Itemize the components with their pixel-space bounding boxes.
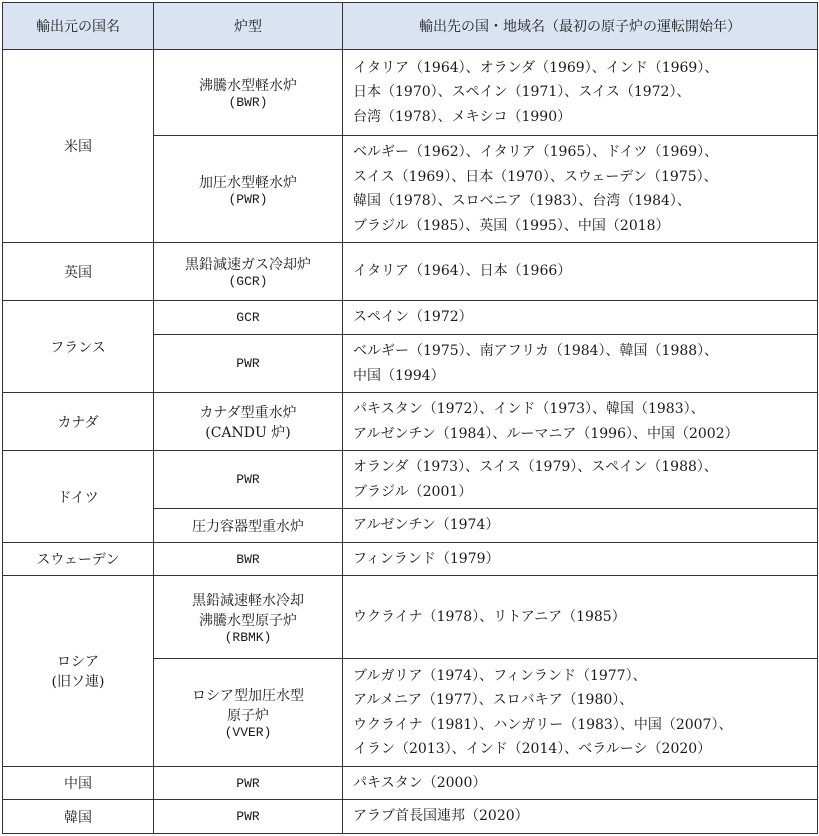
destinations-line: 韓国（1978）、スロベニア（1983）、台湾（1984）、 — [353, 193, 691, 209]
table-row — [3, 243, 818, 301]
destinations-line: ウクライナ（1978）、リトアニア（1985） — [353, 608, 626, 625]
exporter-cell — [3, 576, 154, 767]
destinations-cell — [343, 335, 818, 393]
exporter-name-note: (旧ソ連) — [51, 674, 105, 690]
destinations-cell — [343, 243, 818, 301]
reactor-type: ロシア型加圧水型 — [192, 688, 304, 704]
destinations-line: ブルガリア（1974）、フィンランド（1977）、 — [353, 667, 647, 684]
destinations-cell — [343, 543, 818, 576]
table-row — [3, 301, 818, 335]
exporter-cell — [3, 301, 154, 393]
destinations-line: アラブ首長国連邦（2020） — [353, 808, 529, 825]
destinations-cell — [343, 393, 818, 451]
reactor-type: 黒鉛減速軽水冷却 — [192, 592, 304, 609]
destinations-line: 日本（1970）、スペイン（1971）、スイス（1972）、 — [353, 84, 691, 101]
destinations-cell — [343, 451, 818, 509]
reactor-type-cell — [154, 767, 343, 800]
exporter-cell — [3, 543, 154, 576]
reactor-type-cell — [154, 136, 343, 243]
table-row — [3, 451, 818, 509]
exporter-cell — [3, 800, 154, 834]
table-row — [3, 393, 818, 451]
reactor-type: GCR — [236, 310, 260, 325]
reactor-type-abbr: (GCR) — [228, 274, 268, 289]
destinations-line: オランダ（1973）、スイス（1979）、スペイン（1988）、 — [353, 459, 718, 475]
reactor-type-cell — [154, 243, 343, 301]
reactor-type: PWR — [236, 809, 260, 824]
destinations-cell — [343, 509, 818, 543]
reactor-type: PWR — [236, 775, 260, 791]
reactor-type-cell — [154, 451, 343, 509]
destinations-line: イタリア（1964）、オランダ（1969）、インド（1969）、 — [353, 59, 719, 76]
destinations-cell — [343, 50, 818, 136]
destinations-line: パキスタン（2000） — [353, 774, 487, 791]
reactor-type: 沸騰水型原子炉 — [199, 612, 297, 629]
exporter-name: 韓国 — [64, 809, 92, 826]
exporter-cell — [3, 393, 154, 451]
reactor-type: PWR — [236, 472, 260, 487]
reactor-type-cell — [154, 393, 343, 451]
destinations-line: ウクライナ（1981）、ハンガリー（1983）、中国（2007）、 — [353, 716, 733, 733]
reactor-type: PWR — [236, 356, 260, 371]
reactor-type-abbr: (VVER) — [224, 725, 272, 740]
destinations-line: アルゼンチン（1974） — [353, 517, 500, 534]
exporter-cell — [3, 50, 154, 243]
destinations-line: ブラジル（1985）、英国（1995）、中国（2018） — [353, 217, 670, 234]
destinations-line: 中国（1994） — [353, 367, 445, 384]
destinations-line: フィンランド（1979） — [353, 550, 500, 567]
header-exporter: 輸出元の国名 — [3, 3, 154, 50]
exporter-cell — [3, 243, 154, 301]
destinations-cell — [343, 659, 818, 767]
exporter-name: 中国 — [64, 776, 92, 792]
reactor-type: 黒鉛減速ガス冷却炉 — [185, 257, 311, 273]
destinations-cell — [343, 301, 818, 335]
exporter-name: ロシア — [57, 654, 99, 670]
destinations-line: アルゼンチン（1984）、ルーマニア（1996）、中国（2002） — [353, 425, 739, 442]
destinations-line: スイス（1969）、日本（1970）、スウェーデン（1975）、 — [353, 168, 718, 185]
header-reactor-type: 炉型 — [154, 3, 343, 50]
destinations-line: パキスタン（1972）、インド（1973）、韓国（1983）、 — [353, 401, 705, 417]
destinations-cell — [343, 136, 818, 243]
exporter-cell — [3, 451, 154, 543]
destinations-line: スペイン（1972） — [353, 309, 473, 326]
reactor-type-abbr: (BWR) — [228, 95, 268, 110]
reactor-type: BWR — [236, 551, 260, 567]
reactor-export-table — [2, 2, 818, 834]
reactor-type-abbr: (CANDU 炉) — [205, 424, 291, 441]
reactor-type: 原子炉 — [227, 708, 269, 724]
table-row — [3, 576, 818, 659]
destinations-cell — [343, 576, 818, 659]
destinations-line: 台湾（1978）、メキシコ（1990） — [353, 108, 572, 125]
reactor-type: カナダ型重水炉 — [199, 404, 297, 421]
reactor-type-cell — [154, 509, 343, 543]
reactor-type-cell — [154, 335, 343, 393]
reactor-type-abbr: (RBMK) — [224, 629, 272, 645]
reactor-type-cell — [154, 576, 343, 659]
header-row — [3, 3, 818, 50]
exporter-name: カナダ — [57, 414, 99, 431]
reactor-type-cell — [154, 800, 343, 834]
exporter-name: ドイツ — [57, 489, 99, 506]
reactor-type-cell — [154, 659, 343, 767]
table-row — [3, 543, 818, 576]
reactor-type: 沸騰水型軽水炉 — [199, 78, 297, 94]
destinations-line: イタリア（1964）、日本（1966） — [353, 263, 572, 280]
table-row — [3, 50, 818, 136]
exporter-name: スウェーデン — [36, 552, 120, 568]
reactor-type: 加圧水型軽水炉 — [199, 174, 297, 191]
header-destinations: 輸出先の国・地域名（最初の原子炉の運転開始年） — [343, 3, 818, 50]
destinations-cell — [343, 800, 818, 834]
exporter-cell — [3, 767, 154, 800]
reactor-type-cell — [154, 543, 343, 576]
destinations-cell — [343, 767, 818, 800]
destinations-line: アルメニア（1977）、スロバキア（1980）、 — [353, 692, 634, 708]
reactor-type-abbr: (PWR) — [228, 191, 268, 207]
exporter-name: 英国 — [64, 264, 92, 281]
table-row — [3, 800, 818, 834]
reactor-type-cell — [154, 301, 343, 335]
destinations-line: イラン（2013）、インド（2014）、ベラルーシ（2020） — [353, 741, 712, 757]
reactor-type: 圧力容器型重水炉 — [192, 518, 304, 535]
reactor-type-cell — [154, 50, 343, 136]
destinations-line: ブラジル（2001） — [353, 483, 473, 500]
exporter-name: 米国 — [64, 139, 92, 155]
table-row — [3, 767, 818, 800]
destinations-line: ベルギー（1975）、南アフリカ（1984）、韓国（1988）、 — [353, 343, 719, 359]
destinations-line: ベルギー（1962）、イタリア（1965）、ドイツ（1969）、 — [353, 144, 719, 160]
exporter-name: フランス — [50, 339, 106, 356]
